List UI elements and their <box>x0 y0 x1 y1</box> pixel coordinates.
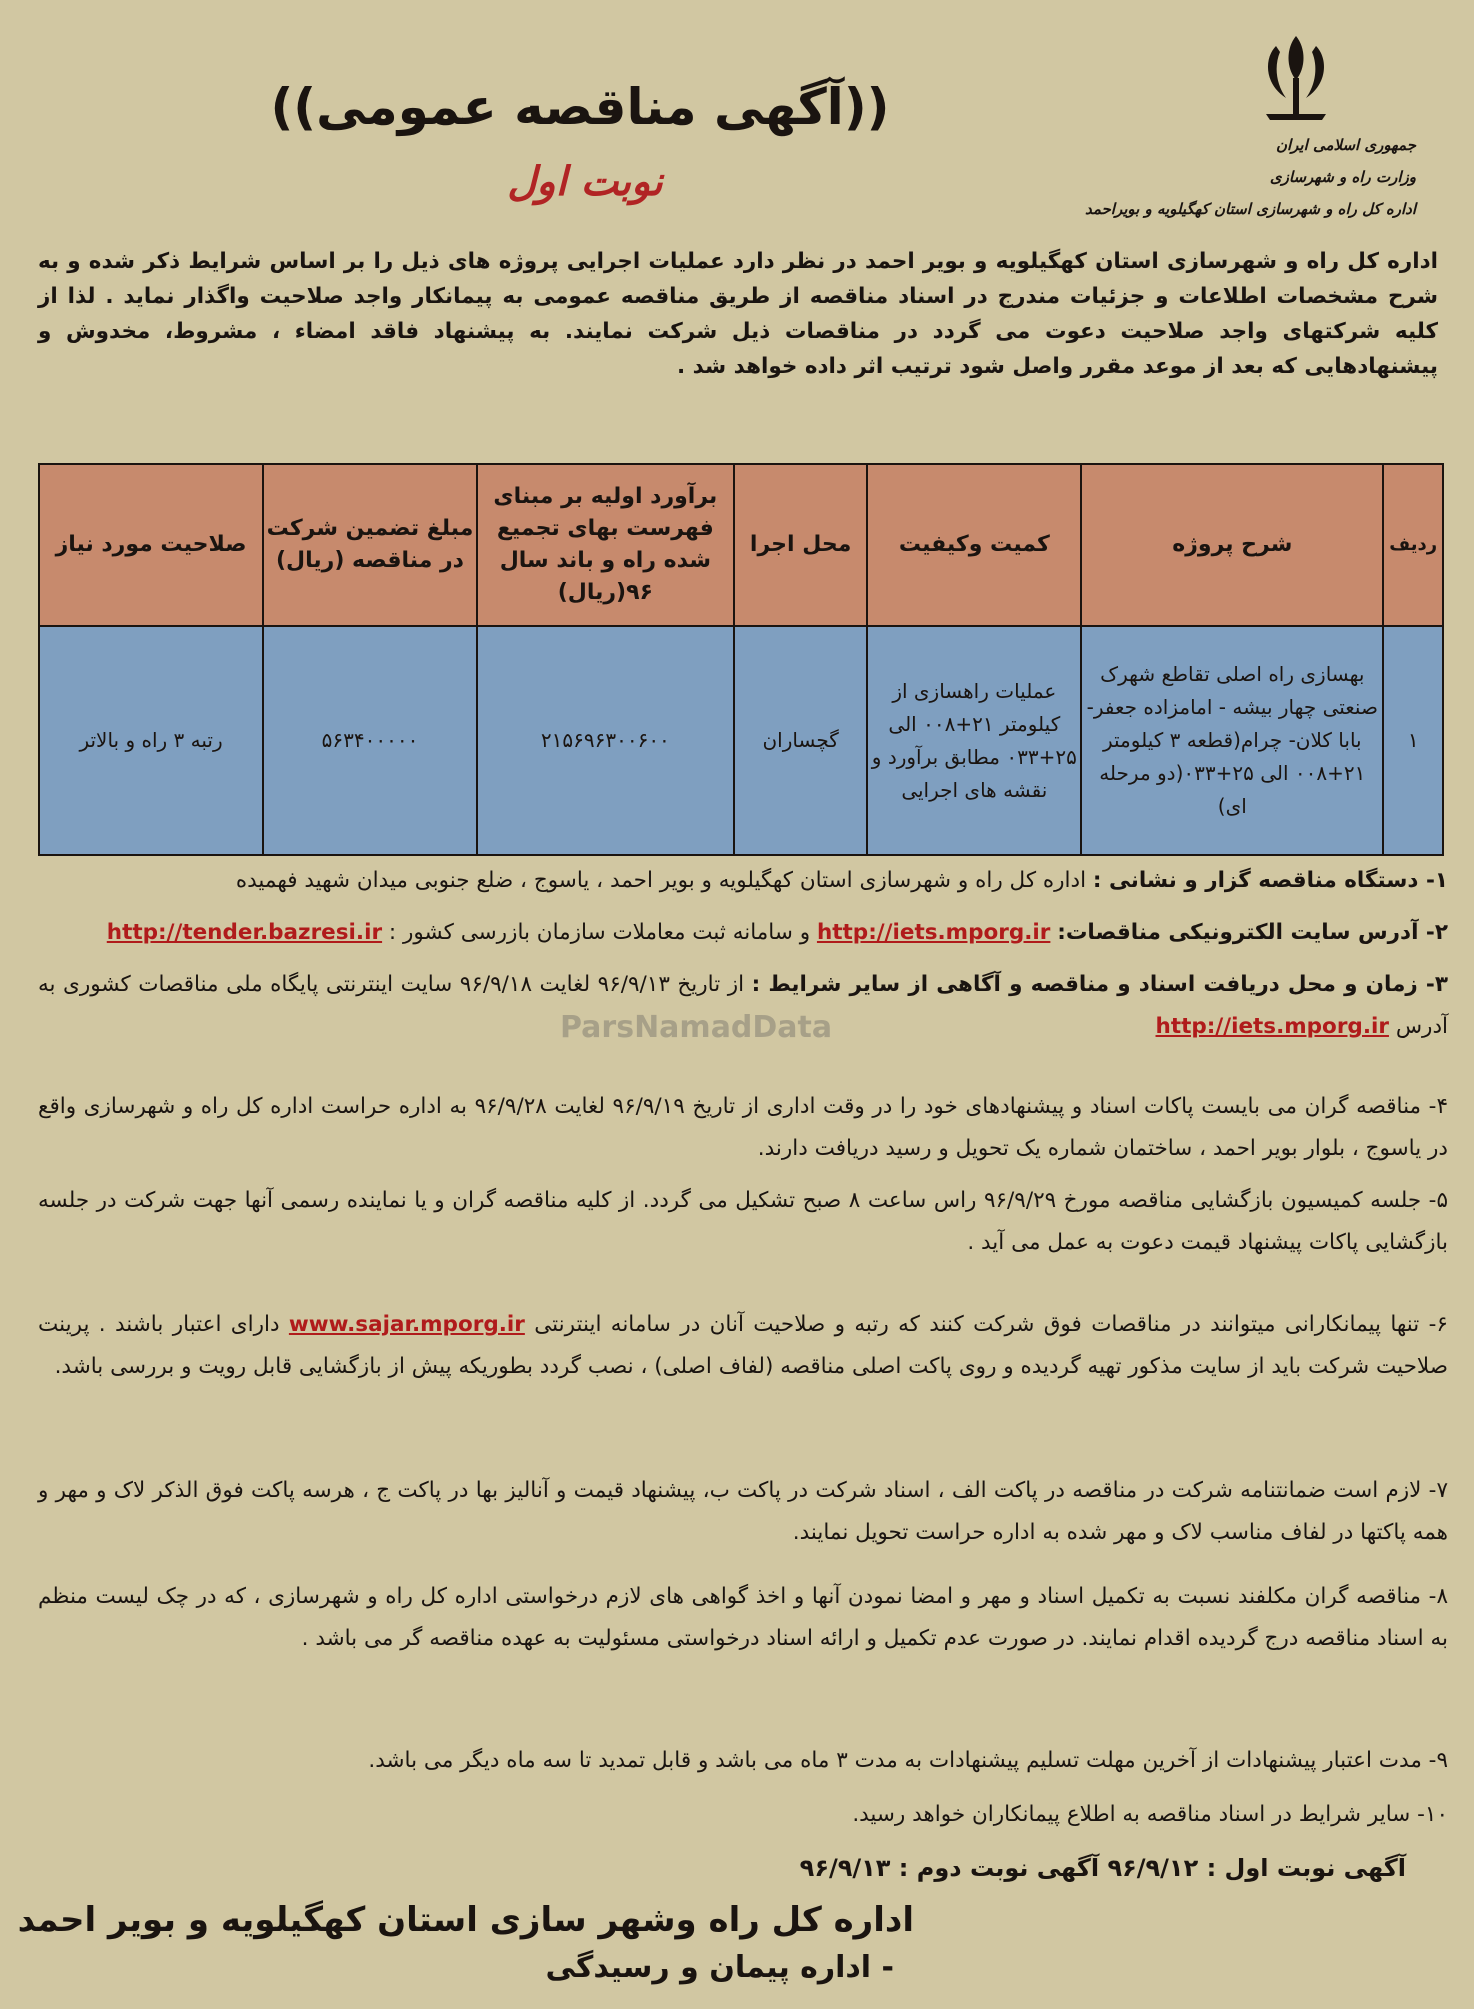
header-quantity: کمیت وکیفیت <box>867 464 1081 626</box>
sajar-link[interactable]: www.sajar.mporg.ir <box>288 1312 525 1337</box>
header-qualification: صلاحیت مورد نیاز <box>39 464 263 626</box>
header-location: محل اجرا <box>734 464 868 626</box>
emblem-country: جمهوری اسلامی ایران <box>1275 136 1416 154</box>
item-10: ۱۰- سایر شرایط در اسناد مناقصه به اطلاع پیمانکاران خواهد رسید. <box>852 1802 1448 1827</box>
item-2-heading: ۲- آدرس سایت الکترونیکی مناقصات: <box>1057 920 1448 945</box>
notice-round: نوبت اول <box>507 158 663 205</box>
header-guarantee: مبلغ تضمین شرکت در مناقصه (ریال) <box>263 464 477 626</box>
cell-guarantee: ۵۶۳۴۰۰۰۰۰ <box>263 626 477 855</box>
item-9: ۹- مدت اعتبار پیشنهادات از آخرین مهلت تسلیم پیشنهادات به مدت ۳ ماه می باشد و قابل تمدید تا سه ماه دیگر می باشد. <box>368 1748 1448 1773</box>
cell-row-number: ۱ <box>1383 626 1443 855</box>
emblem-office: اداره کل راه و شهرسازی استان کهگیلویه و بویراحمد <box>1084 200 1416 218</box>
emblem-ministry: وزارت راه و شهرسازی <box>1269 168 1416 186</box>
item-6-text-2: دارای اعتبار باشند . پرینت صلاحیت شرکت باید از سایت مذکور تهیه گردیده و روی پاکت اصلی مناقصه (لفاف اصلی) ، نصب گردد بطوریکه پیش از بازگشایی قابل رویت و بررسی باشد. <box>38 1312 1448 1379</box>
table-header-row <box>39 464 1443 626</box>
issuer-department: - اداره پیمان و رسیدگی <box>545 1950 894 1985</box>
watermark: ParsNamadData <box>560 1010 833 1045</box>
iran-emblem-icon <box>1246 28 1346 124</box>
iets-link-2[interactable]: http://iets.mporg.ir <box>1155 1014 1389 1039</box>
item-7: ۷- لازم است ضمانتنامه شرکت در مناقصه در پاکت الف ، اسناد شرکت در پاکت ب، پیشنهاد قیمت و آنالیز بها در پاکت ج ، هرسه پاکت فوق الذکر لاک و مهر و همه پاکتها در لفاف مناسب لاک و مهر شده به اداره حراست تحویل نمایند. <box>38 1478 1448 1545</box>
item-1-text: اداره کل راه و شهرسازی استان کهگیلویه و بویر احمد ، یاسوج ، ضلع جنوبی میدان شهید فهمیده <box>235 868 1087 893</box>
item-8: ۸- مناقصه گران مکلفند نسبت به تکمیل اسناد و مهر و امضا نمودن آنها و اخذ گواهی های لازم درخواستی اداره کل راه و شهرسازی ، که در چک لیست منظم به اسناد مناقصه درج گردیده اقدام نمایند. در صورت عدم تکمیل و ارائه اسناد درخواستی مسئولیت به عهده مناقصه گر می باشد . <box>38 1584 1448 1651</box>
cell-estimate: ۲۱۵۶۹۶۳۰۰۶۰۰ <box>477 626 734 855</box>
emblem-block <box>1076 28 1416 238</box>
notice-title: ((آگهی مناقصه عمومی)) <box>270 78 890 136</box>
cell-location: گچساران <box>734 626 868 855</box>
iets-link[interactable]: http://iets.mporg.ir <box>816 920 1051 945</box>
issuer-organization: اداره کل راه وشهر سازی استان کهگیلویه و بویر احمد <box>17 1900 914 1940</box>
cell-qualification: رتبه ۳ راه و بالاتر <box>39 626 263 855</box>
item-6 <box>38 1304 1448 1388</box>
table-row <box>39 626 1443 855</box>
item-3-text: از تاریخ ۹۶/۹/۱۳ لغایت ۹۶/۹/۱۸ سایت اینترنتی پایگاه ملی مناقصات کشوری به آدرس <box>38 972 1448 1039</box>
item-6-text-1: ۶- تنها پیمانکارانی میتوانند در مناقصات فوق شرکت کنند که رتبه و صلاحیت آنان در سامانه اینترنتی <box>534 1312 1448 1337</box>
projects-table <box>38 463 1444 856</box>
item-3-heading: ۳- زمان و محل دریافت اسناد و مناقصه و آگاهی از سایر شرایط : <box>751 972 1448 997</box>
item-2-text: و سامانه ثبت معاملات سازمان بازرسی کشور : <box>388 920 811 945</box>
tender-bazresi-link[interactable]: http://tender.bazresi.ir <box>106 920 383 945</box>
cell-description: بهسازی راه اصلی تقاطع شهرک صنعتی چهار بیشه - امامزاده جعفر- بابا کلان- چرام(قطعه ۳ کیلومتر ۲۱+۰۰۸ الی ۲۵+۰۳۳(دو مرحله ای) <box>1081 626 1383 855</box>
header-row-number: ردیف <box>1383 464 1443 626</box>
publication-dates: آگهی نوبت اول : ۹۶/۹/۱۲ آگهی نوبت دوم : ۹۶/۹/۱۳ <box>799 1854 1406 1882</box>
item-4: ۴- مناقصه گران می بایست پاکات اسناد و پیشنهادهای خود را در وقت اداری از تاریخ ۹۶/۹/۱۹ لغایت ۹۶/۹/۲۸ به اداره حراست اداره کل راه و شهرسازی واقع در یاسوج ، بلوار بویر احمد ، ساختمان شماره یک تحویل و رسید دریافت دارند. <box>38 1094 1448 1161</box>
cell-quantity: عملیات راهسازی از کیلومتر ۲۱+۰۰۸ الی ۲۵+۰۳۳ مطابق برآورد و نقشه های اجرایی <box>867 626 1081 855</box>
item-2 <box>38 912 1448 954</box>
header-description: شرح پروژه <box>1081 464 1383 626</box>
intro-paragraph: اداره کل راه و شهرسازی استان کهگیلویه و بویر احمد در نظر دارد عملیات اجرایی پروژه های ذیل را بر اساس شرایط ذکر شده و به شرح مشخصات اطلاعات و جزئیات مندرج در اسناد مناقصه از طریق مناقصه عمومی به پیمانکار واجد صلاحیت واگذار نماید . لذا از کلیه شرکتهای واجد صلاحیت دعوت می گردد در مناقصات ذیل شرکت نمایند. به پیشنهاد فاقد امضاء ، مشروط، مخدوش و پیشنهادهایی که بعد از موعد مقرر واصل شود ترتیب اثر داده خواهد شد . <box>38 249 1438 379</box>
item-3 <box>38 964 1448 1048</box>
header-estimate: برآورد اولیه بر مبنای فهرست بهای تجمیع شده راه و باند سال ۹۶(ریال) <box>477 464 734 626</box>
item-1 <box>38 860 1448 902</box>
item-1-heading: ۱- دستگاه مناقصه گزار و نشانی : <box>1092 868 1448 893</box>
item-5: ۵- جلسه کمیسیون بازگشایی مناقصه مورخ ۹۶/۹/۲۹ راس ساعت ۸ صبح تشکیل می گردد. از کلیه مناقصه گران و یا نماینده رسمی آنها جهت شرکت در جلسه بازگشایی پاکات پیشنهاد قیمت دعوت به عمل می آید . <box>38 1188 1449 1255</box>
